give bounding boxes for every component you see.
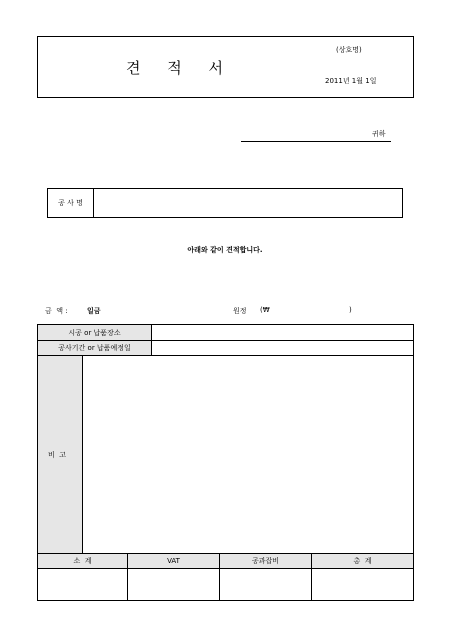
estimate-table bbox=[37, 324, 414, 601]
total-field[interactable] bbox=[312, 569, 413, 600]
misc-costs-header bbox=[220, 554, 312, 569]
period-label: 공사기간 or 납품예정일 bbox=[58, 344, 131, 352]
header-box bbox=[37, 36, 414, 98]
subtotal-field[interactable] bbox=[38, 569, 128, 600]
document-date: 2011년 1월 1일 bbox=[325, 77, 377, 85]
project-name-field[interactable] bbox=[98, 198, 398, 210]
recipient-underline bbox=[241, 141, 391, 142]
remarks-label-cell bbox=[38, 356, 83, 554]
period-field[interactable] bbox=[152, 341, 413, 356]
project-label-cell bbox=[48, 189, 94, 217]
total-header-label: 총 계 bbox=[353, 557, 372, 565]
total-header bbox=[312, 554, 413, 569]
vat-field[interactable] bbox=[128, 569, 220, 600]
site-label: 시공 or 납품장소 bbox=[68, 328, 121, 337]
intro-text: 아래와 같이 견적합니다. bbox=[187, 246, 263, 254]
subtotal-header bbox=[38, 554, 128, 569]
company-name-placeholder: (상호명) bbox=[336, 46, 362, 54]
site-label-cell bbox=[38, 325, 152, 341]
subtotal-header-label: 소 계 bbox=[73, 557, 92, 565]
recipient-suffix: 귀하 bbox=[372, 130, 386, 138]
project-label: 공 사 명 bbox=[58, 199, 83, 207]
amount-value: 일금 bbox=[87, 307, 101, 315]
currency-close: ) bbox=[349, 306, 352, 314]
document-title: 견 적 서 bbox=[126, 59, 235, 77]
currency-open: (₩ bbox=[260, 306, 270, 314]
project-box bbox=[47, 188, 403, 218]
vat-header-label: VAT bbox=[167, 557, 180, 565]
remarks-label: 비 고 bbox=[48, 450, 66, 459]
vat-header bbox=[128, 554, 220, 569]
site-field[interactable] bbox=[152, 325, 413, 341]
misc-costs-field[interactable] bbox=[220, 569, 312, 600]
amount-unit-label: 원정 bbox=[233, 307, 247, 315]
period-label-cell bbox=[38, 341, 152, 356]
misc-costs-header-label: 공과잡비 bbox=[251, 557, 280, 565]
amount-label: 금 액 : bbox=[45, 307, 68, 315]
remarks-field[interactable] bbox=[83, 356, 413, 554]
